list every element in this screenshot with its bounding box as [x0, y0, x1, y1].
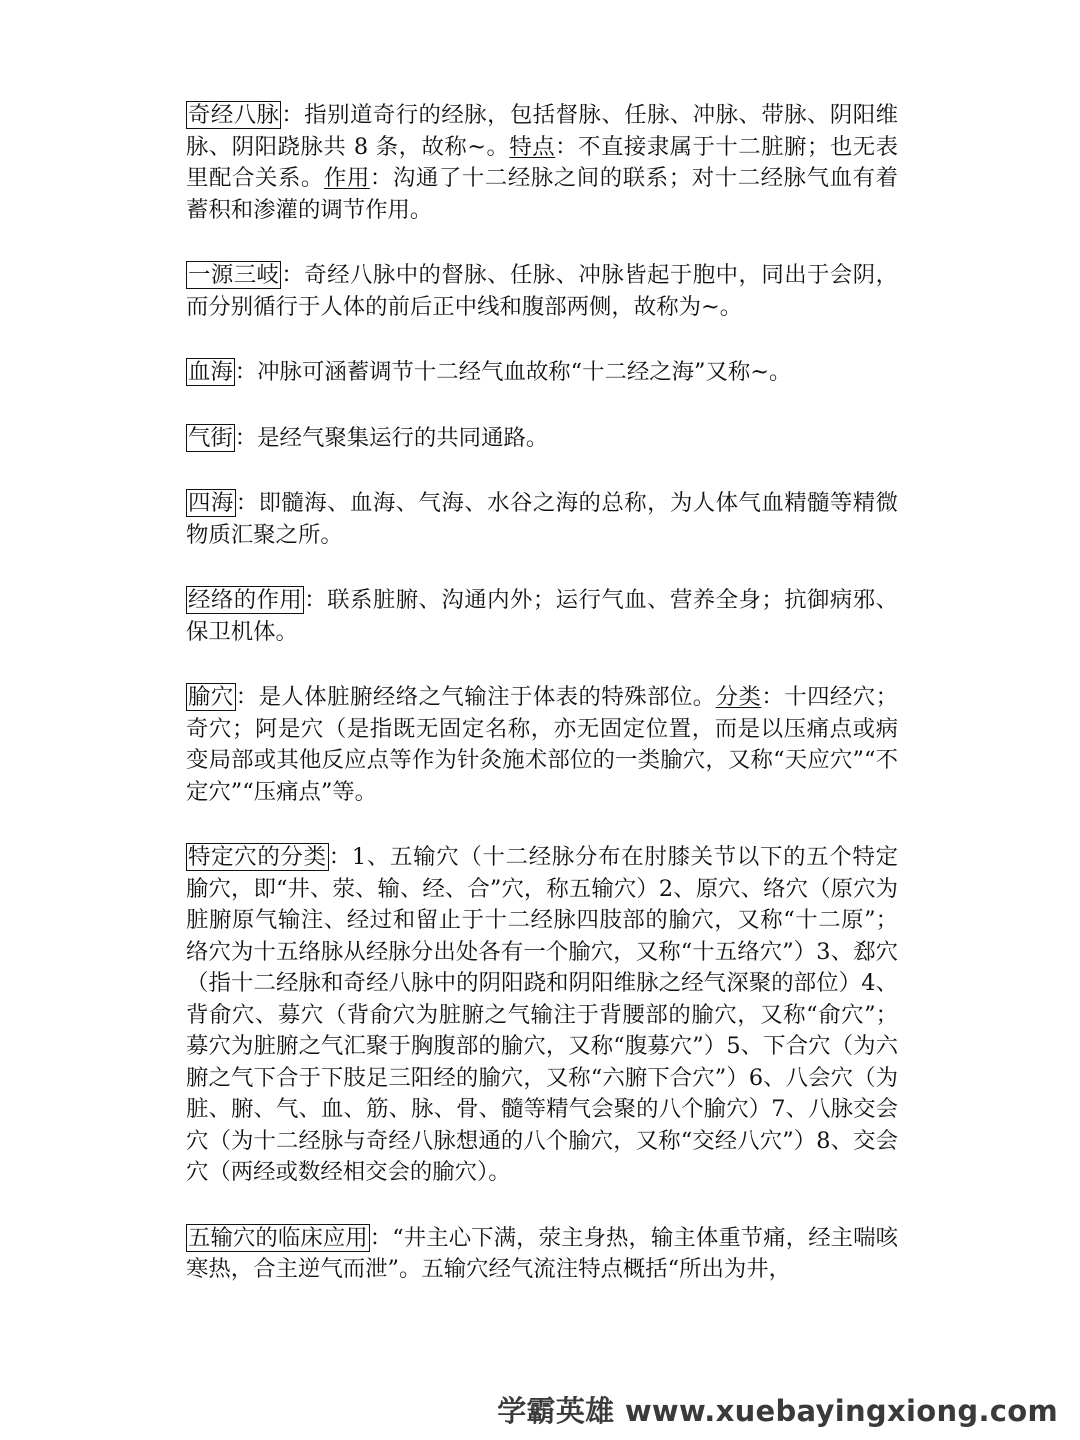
definition-text: ：1、五输穴（十二经脉分布在肘膝关节以下的五个特定腧穴，即“井、荥、输、经、合”穴，称五输穴）2、原穴、络穴（原穴为脏腑原气输注、经过和留止于十二经脉四肢部的腧穴，又称“十二原”；络穴为十五络脉从经脉分出处各有一个腧穴，又称“十五络穴”）3、郄穴（指十二经脉和奇经八脉中的阴阳跷和阴阳维脉之经气深聚的部位）4、背俞穴、募穴（背俞穴为脏腑之气输注于背腰部的腧穴，又称“俞穴”；募穴为脏腑之气汇聚于胸腹部的腧穴，又称“腹募穴”）5、下合穴（为六腑之气下合于下肢足三阳经的腧穴，又称“六腑下合穴”）6、八会穴（为脏、腑、气、血、筋、脉、骨、髓等精气会聚的八个腧穴）7、八脉交会穴（为十二经脉与奇经八脉想通的八个腧穴，又称“交经八穴”）8、交会穴（两经或数经相交会的腧穴）。 — [186, 844, 898, 1185]
definition-text: ：奇经八脉中的督脉、任脉、冲脉皆起于胞中，同出于会阴，而分别循行于人体的前后正中线和腹部两侧，故称为~。 — [186, 262, 899, 320]
entry-wushuxue-linchuang — [186, 1223, 898, 1286]
term-box: 特定穴的分类 — [188, 844, 327, 870]
term-box: 血海 — [188, 359, 233, 385]
definition-text: ：是经气聚集运行的共同通路。 — [234, 424, 549, 451]
underlined-label-classification: 分类 — [715, 684, 762, 710]
definition-text: ：十四经穴；奇穴；阿是穴（是指既无固定名称，亦无固定位置，而是以压痛点或病变局部或其他反应点等作为针灸施术部位的一类腧穴，又称“天应穴”“不定穴”“压痛点”等。 — [186, 684, 899, 805]
term-box: 五输穴的临床应用 — [188, 1224, 368, 1251]
definition-text: ：联系脏腑、沟通内外；运行气血、营养全身；抗御病邪、保卫机体。 — [186, 587, 899, 645]
entry-jingluo-zuoyong — [186, 585, 898, 648]
term-box: 一源三岐 — [188, 262, 280, 288]
entry-sihai — [186, 488, 898, 551]
entry-tedingxue-fenlei — [186, 842, 898, 1189]
term-box: 经络的作用 — [188, 587, 303, 613]
entry-shuxue — [186, 682, 898, 808]
definition-text: ：即髓海、血海、气海、水谷之海的总称，为人体气血精髓等精微物质汇聚之所。 — [186, 490, 899, 548]
definition-text: ：是人体脏腑经络之气输注于体表的特殊部位。 — [235, 684, 716, 710]
definition-text: ：“井主心下满，荥主身热，输主体重节痛，经主喘咳寒热，合主逆气而泄”。五输穴经气流注特点概括“所出为井， — [186, 1224, 899, 1282]
document-page — [186, 100, 898, 1286]
definition-text: ：指别道奇行的经脉，包括督脉、任脉、冲脉、带脉、阴阳维脉、阴阳跷脉共 8 条，故称~。 — [186, 102, 899, 160]
entry-yiyuan-sanqi — [186, 260, 898, 323]
entry-xuehai — [186, 357, 898, 389]
definition-text: ：冲脉可涵蓄调节十二经气血故称“十二经之海”又称~。 — [234, 359, 792, 385]
entry-qijing-bamai — [186, 100, 898, 226]
definition-text: ：沟通了十二经脉之间的联系；对十二经脉气血有着蓄积和渗灌的调节作用。 — [186, 165, 899, 223]
term-box: 四海 — [188, 490, 234, 516]
definition-text: ：不直接隶属于十二脏腑；也无表里配合关系。 — [186, 133, 898, 191]
term-box: 气街 — [188, 424, 233, 451]
underlined-label-features: 特点 — [509, 133, 556, 160]
site-watermark: 学霸英雄 www.xuebayingxiong.com — [497, 1394, 1058, 1428]
entry-qijie — [186, 423, 898, 455]
underlined-label-function: 作用 — [323, 165, 370, 191]
term-box: 腧穴 — [188, 684, 234, 710]
term-box: 奇经八脉 — [188, 102, 280, 128]
